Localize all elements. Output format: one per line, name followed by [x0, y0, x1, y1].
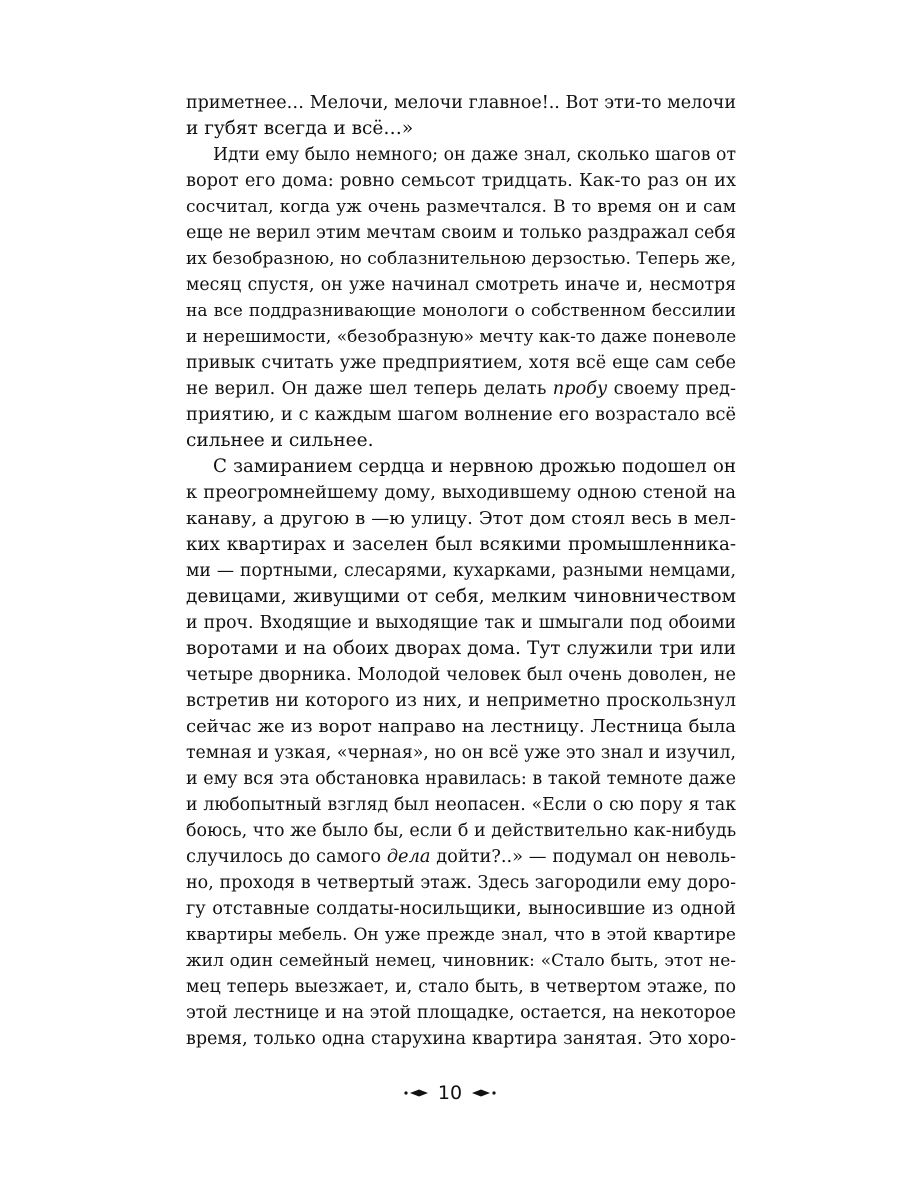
- text-line: воротами и на обоих дворах дома. Тут служили три или: [186, 638, 736, 659]
- text-line: приметнее… Мелочи, мелочи главное!.. Вот эти-то мелочи: [186, 93, 736, 113]
- text-line: ких квартирах и заселен был всякими промышленника-: [186, 534, 736, 555]
- text-line: мец теперь выезжает, и, стало быть, в четвертом этаже, по: [186, 977, 736, 997]
- text-line: и губят всегда и всё…»: [186, 118, 414, 139]
- text-line: жил один семейный немец, чиновник: «Стало быть, этот не-: [186, 951, 736, 971]
- text-line: на все поддразнивающие монологи о собственном бессилии: [186, 301, 736, 321]
- text-line: и нерешимости, «безобразную» мечту как-то даже поневоле: [186, 327, 737, 347]
- page-footer: [0, 1078, 900, 1108]
- left-ornament-icon: [404, 1088, 430, 1098]
- text-line: ми — портными, слесарями, кухарками, разными немцами,: [186, 561, 736, 581]
- text-line: и ему вся эта обстановка нравилась: в такой темноте даже: [186, 769, 736, 789]
- text-line: канаву, а другою в —ю улицу. Этот дом стоял весь в мел-: [186, 508, 736, 529]
- text-line: четыре дворника. Молодой человек был очень доволен, не: [186, 665, 736, 685]
- text-line: приятию, и с каждым шагом волнение его возрастало всё: [186, 405, 736, 425]
- text-segment: не верил. Он даже шел теперь делать: [186, 379, 553, 399]
- text-segment: своему пред-: [607, 379, 736, 399]
- text-line: сейчас же из ворот направо на лестницу. Лестница была: [186, 716, 736, 737]
- text-line: привык считать уже предприятием, хотя всё еще сам себе: [186, 353, 736, 373]
- text-line: девицами, живущими от себя, мелким чиновничеством: [186, 586, 736, 607]
- emphasis-text: пробу: [552, 379, 608, 399]
- text-line: темная и узкая, «черная», но он всё уже это знал и изучил,: [186, 743, 736, 763]
- text-line: месяц спустя, он уже начинал смотреть иначе и, несмотря: [186, 275, 736, 295]
- text-line: этой лестнице и на этой площадке, остается, на некоторое: [186, 1003, 736, 1023]
- text-line: но, проходя в четвертый этаж. Здесь загородили ему доро-: [186, 873, 736, 893]
- emphasis-text: дела: [386, 847, 431, 867]
- text-line: боюсь, что же было бы, если б и действительно как-нибудь: [186, 821, 737, 841]
- page-number: 10: [437, 1082, 463, 1104]
- text-line: ворот его дома: ровно семьсот тридцать. Как-то раз он их: [186, 171, 736, 191]
- text-line: гу отставные солдаты-носильщики, выносившие из одной: [186, 899, 736, 919]
- text-line: Идти ему было немного; он даже знал, сколько шагов от: [213, 145, 736, 165]
- right-ornament-icon: [470, 1088, 496, 1098]
- text-line: встретив ни которого из них, и неприметно проскользнул: [186, 691, 736, 711]
- text-line: С замиранием сердца и нервною дрожью подошел он: [213, 456, 736, 477]
- text-line: сильнее и сильнее.: [186, 430, 374, 451]
- text-line: к преогромнейшему дому, выходившему одною стеной на: [186, 483, 736, 503]
- text-line: [186, 376, 736, 402]
- text-line: время, только одна старухина квартира занятая. Это хоро-: [186, 1029, 736, 1049]
- text-line: квартиры мебель. Он уже прежде знал, что в этой квартире: [186, 925, 736, 945]
- text-line: [186, 844, 736, 870]
- text-line: сосчитал, когда уж очень размечтался. В то время он и сам: [186, 197, 736, 217]
- page-body-text: [186, 90, 736, 1052]
- text-line: и любопытный взгляд был неопасен. «Если о сю пору я так: [186, 795, 736, 815]
- text-segment: случилось до самого: [186, 847, 387, 867]
- text-line: их безобразною, но соблазнительною дерзостью. Теперь же,: [186, 249, 736, 269]
- text-line: и проч. Входящие и выходящие так и шмыгали под обоими: [186, 613, 736, 633]
- text-line: еще не верил этим мечтам своим и только раздражал себя: [186, 223, 736, 243]
- text-segment: дойти?..» — подумал он неволь-: [430, 847, 736, 867]
